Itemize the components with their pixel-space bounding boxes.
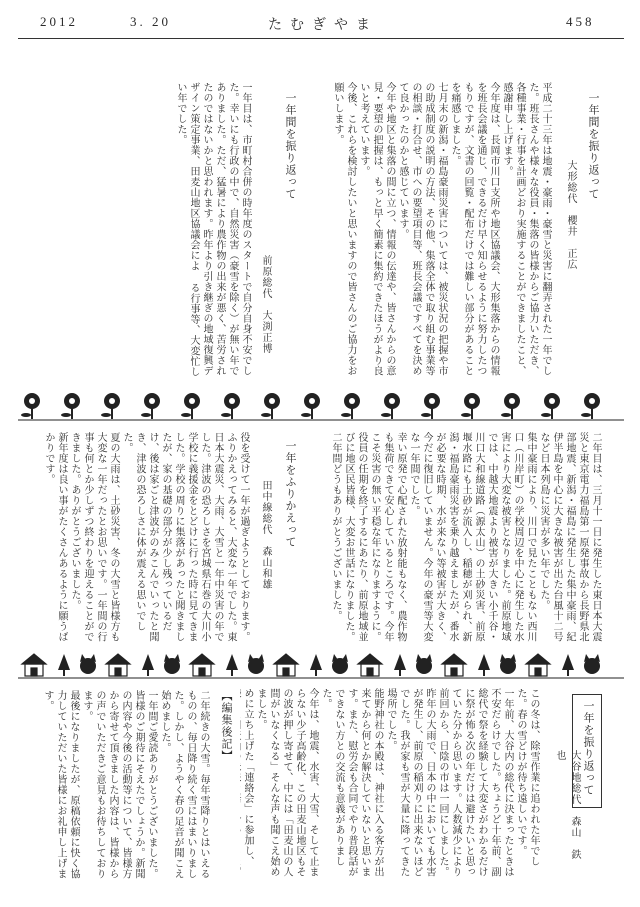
page-header (0, 0, 640, 40)
header-page-number: 458 (566, 14, 595, 29)
article-title: 一年間を振り返って (587, 92, 600, 200)
article-body: 平成二十三年は地震・豪雨・豪雪と災害に翻弄された一年でした。班長さんや様々な役員・集落の皆様からご協力いただき、各種事業・行事を計画どおり実施することができましたこと、感謝申し上げます。 今年度は、長岡市川口支所や地区協議会、大形集落からの情報を班長会議を通じ、できるだけ早く知らせるように努力したつもりですが、文書の回覧・配布だけでは難しい部分があることを痛感しました。 七月末の新潟・福島豪雨災害については、被災状況の把握や市の助成制度の説明の方法、その他、集落全体で取り組む事業等の相談・打合せ、市への要望項目等、班長会議ですべてを決めて良かったのかと感じています。 今年や地区と集落の間に立つ、情報の伝達や、皆さんからの意見・要望の把握は、もっと早く簡素に集約できたほうがより良いと考えています。 今後、これらを検討したいと思いますので皆さんのご協力をお願いします。 (332, 82, 551, 376)
article-body: 二年目は、三月十一日に発生した東日本大震災と東京電力福島第一原発事故から長野県北部地震、新潟・福島に発生した集中豪雨、紀伊半島を中心に大きな被害が出た台風十二号など日本列島に災害が多い年でした。 集中豪雨により、川口で見たこともない西川口（川岸町）の学校周辺を中心に発生した水害により大変な被害となりました。前原地域では、中越大地震より被害が大きい小千谷・川口大和線道路（源太山）の土砂災害、前原堰水路にも土砂が流入し、稲穂が刈られ、新潟・福島豪雨災害を乗り越えましたが、番水が必要な時期、水が来ない等被害が大きく、今だに復旧していません。今年の豪雪等大変な一年間でした。 幸い原発で心配された放射能もなく、農作物も集荷できて安心しているところです。今年こそ災害の無い平穏な年になりますように。 役員の任期を終了するにあたり、前原地域並びに地区民皆様、大変お世話になりました。二年間どうもありがとうございました。 (330, 432, 601, 642)
article-author: 大谷地総代 森山 鉄也 (554, 750, 580, 860)
article-body: 役を受けて一年が過ぎようとしております。ふりかえってみると、大変な一年でした。東日本大震災、大雨、大雪と一年中災害の年でした。津波の恐ろしさを宮城県石巻の大川小学校に義援金をとどけに行った時に見てきました。学校の周りに集落があったと聞きましたが、家の基礎の部分が少し残っているだけ、後は家ごと津波がのみこんでいったと聞き、津波の恐ろしさに体が震える思いでした。 夏の大雨は、土砂災害、冬の大雪と皆様方も大変な一年だったとお思いです。一年間の行事も何とか少しずつ終わりを迎えることができました。ありがとうございました。 新年度は良い事がたくさんあるように願うばかりです。 (43, 432, 249, 642)
header-date: 3. 20 (130, 14, 171, 29)
article-author: 田中線総代 森山和雄 (260, 480, 271, 590)
editor-note-title: 【編集後記】 (220, 690, 233, 762)
article-title: 一年をふりかえって (284, 440, 297, 548)
article-title: 一年を振り返って (582, 700, 595, 796)
article-body: この冬は、除雪作業に追われた年でした。春の雪どけが待ち遠しいです。 一年前、大谷内の総代に決まったときは不安だらけでした。ちょうど十年前、副総代で祭を経験して大変さがわかるだけに祭が怖る次の年だけは避けたいと思っていた分から思います。人数減少により前回から、日陰の市は一回にしました。 昨年の大雨で、日本の中においても水害が発生し、前原の稲刈りに出来ないほどでした。我が家も雪が大量に降ってきた場所でした。 能野神社の本殿は、神社に入る客方が出来てから何とか解決していないと思います。また、慰労会も合同でやり普段話ができない方との交流も意義がありました。 今年は、地震、水害、大雪、そして止まらない少子高齢化、この田麦山地区もその波が押し寄せて、中には「田麦山の人間がいなくなる」そんな声も聞こえ始めました。 めに立ち上げた「連絡会」に参加し、 (242, 688, 539, 877)
article-body: 一年目は、市町村合併の時年度のスタートで自分自身不安でした。幸いにも行政の中で、自然災害（豪雪を除く）が無い年でありました。ただ、猛暑により農作物の出来が悪く、苦労されたのではないかと思われます。昨年より引き継ぎの地域復興デザイン策定事業、田麦山地区協議会によ る行事等、大変忙しい年でした。 (175, 82, 251, 377)
article-title: 一年間を振り返って (284, 92, 297, 200)
editor-note-body: 二年続きの大雪。毎年雪降りとはいえるものの、毎日降り続く雪にはまいりました。しかし、ようやく春の足音が聞こえ始めました。 一年間ご愛読ありがとうございました。皆様のご期待にそえたでしょうか。新聞の内容や今後の活動等について、皆様方から寄せて頂きました内容は、皆様からの声でいただきご意見もお待ちしております。 最後になりましたが、原稿依頼に快く協力していただいた皆様にお礼申し上げます。 (42, 690, 209, 879)
header-rule (18, 38, 624, 39)
newsletter-title: たむぎやま (268, 18, 378, 33)
header-year: 2012 (40, 14, 78, 29)
article-author: 大形総代 櫻井 正広 (565, 160, 576, 270)
houses-border-decoration (18, 650, 624, 680)
flower-border-decoration (18, 387, 624, 423)
article-author: 前原総代 大渕正博 (260, 255, 271, 354)
